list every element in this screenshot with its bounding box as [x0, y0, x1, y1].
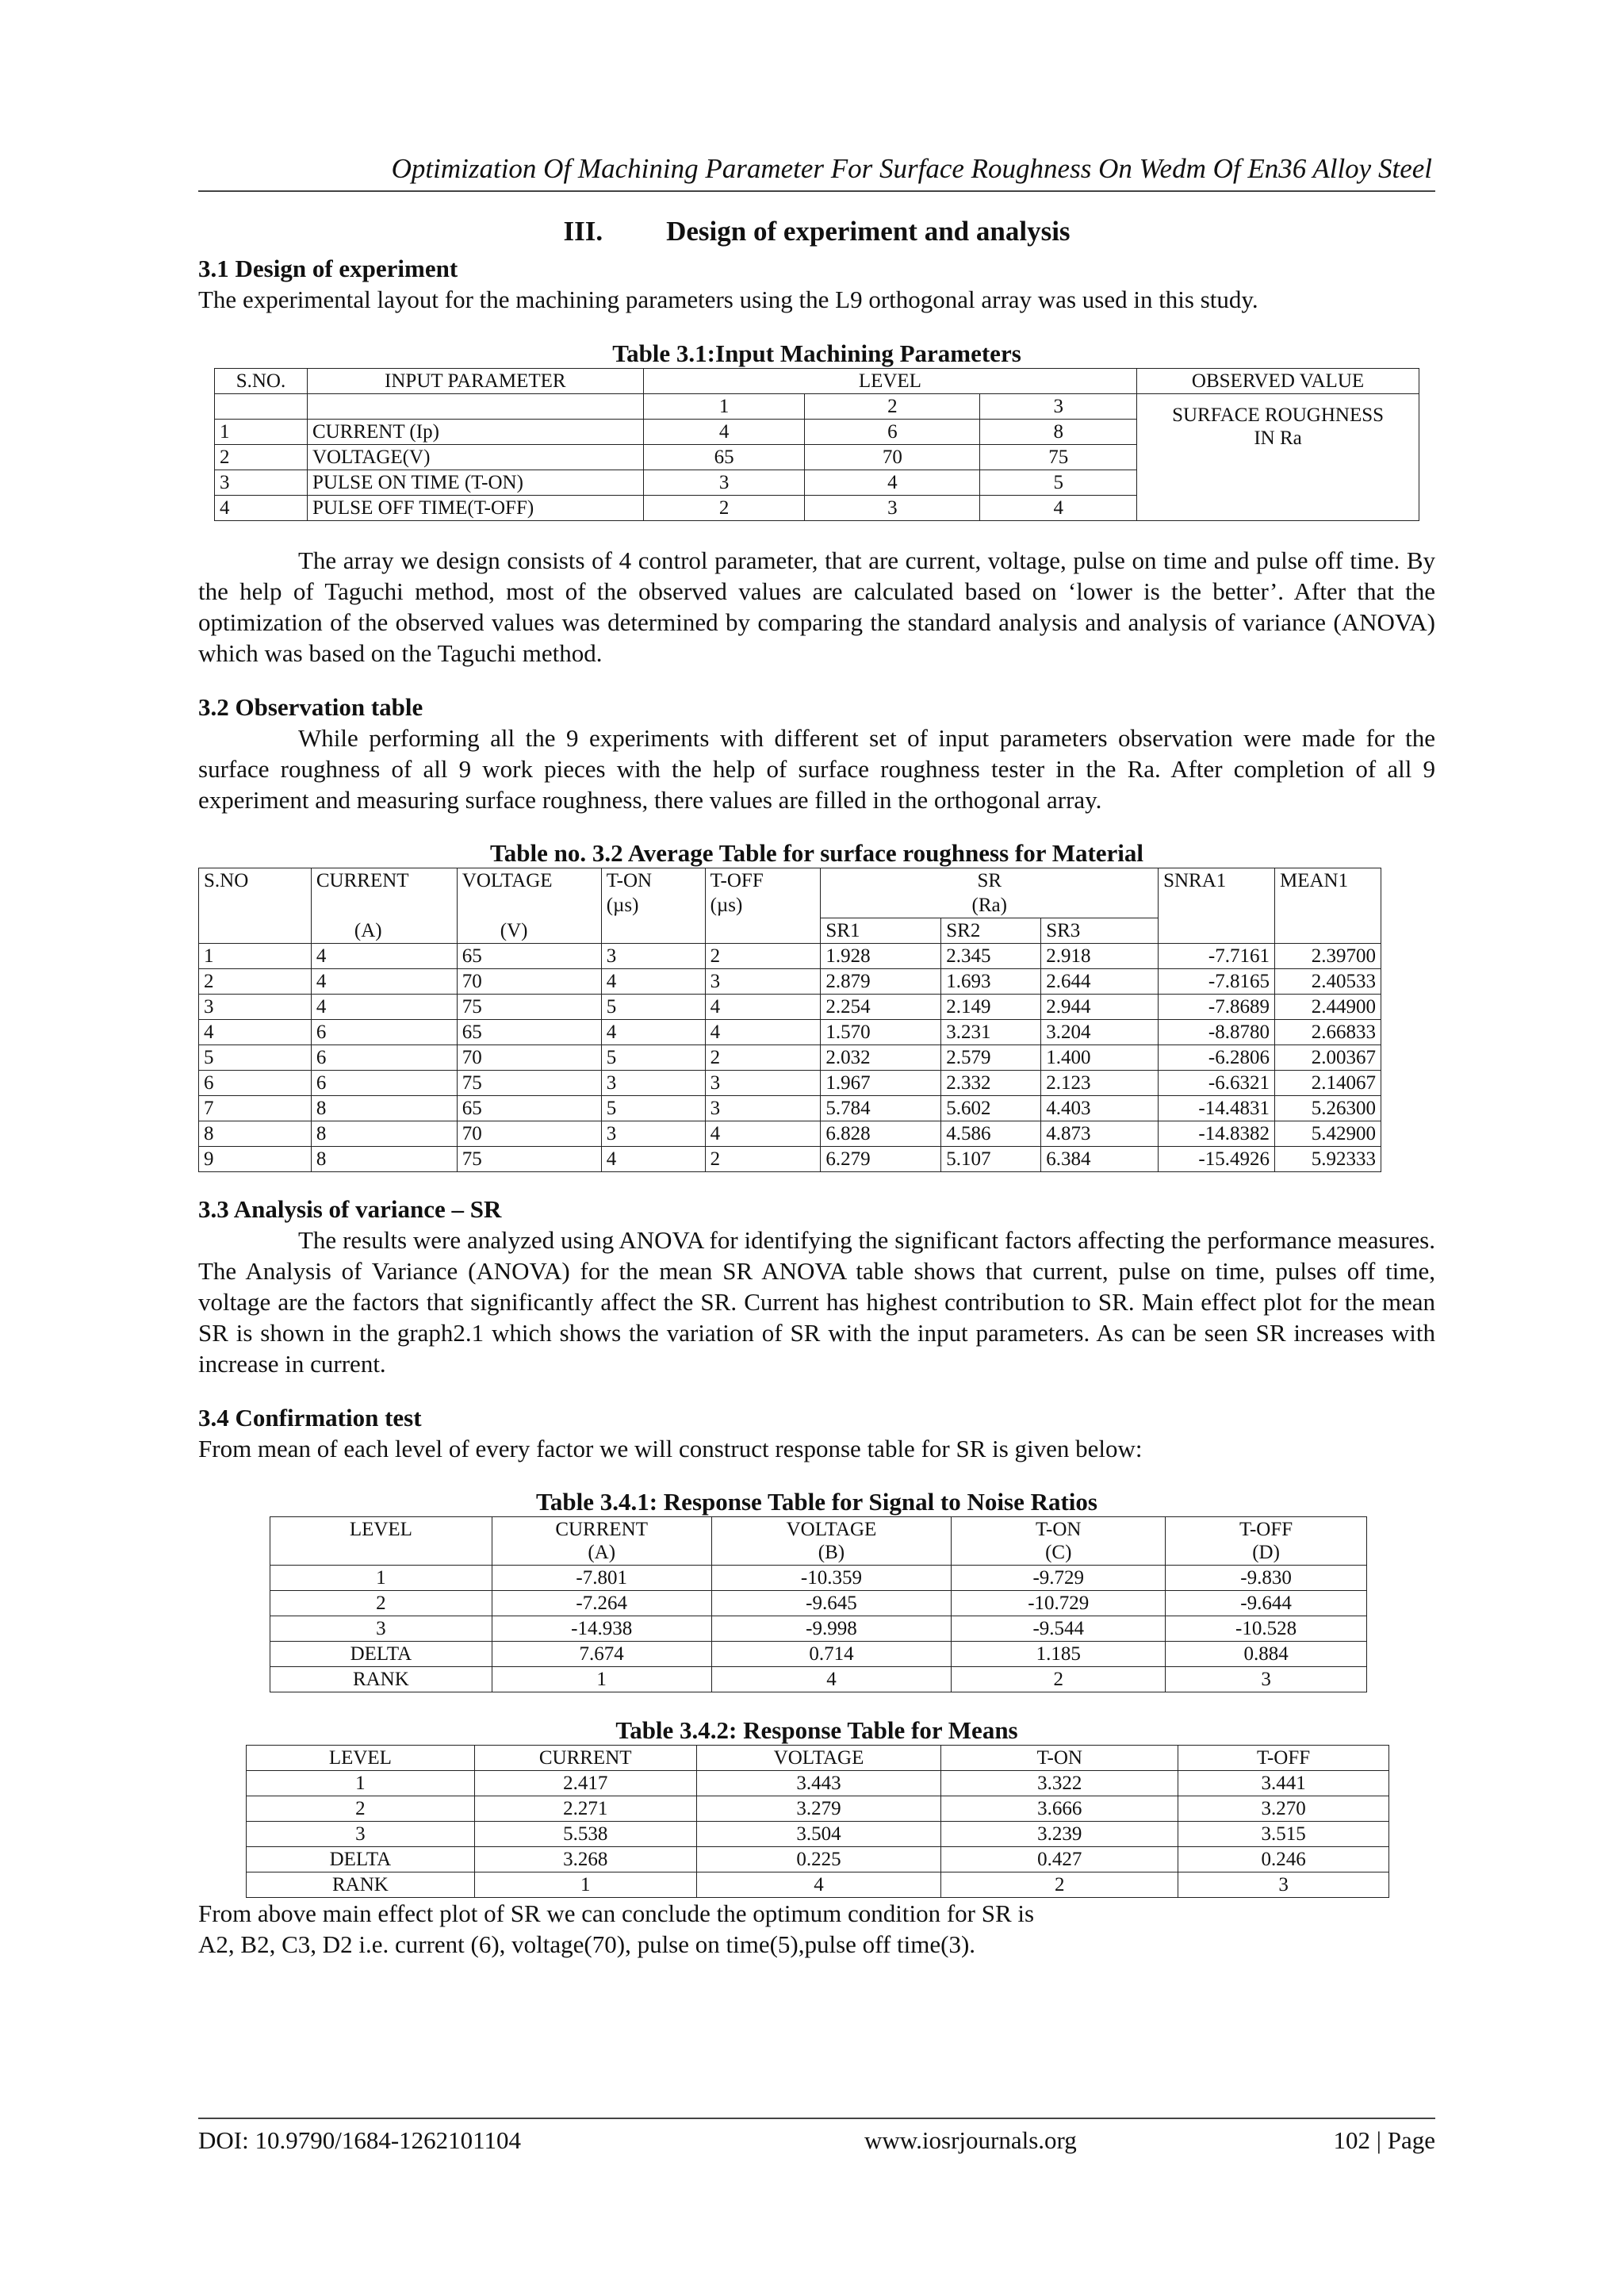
t4-cell: 3.268: [474, 1847, 696, 1872]
t2-header-snra: SNRA1: [1159, 868, 1275, 944]
t2-cell: 70: [457, 1121, 601, 1147]
t2-cell: 5.107: [941, 1147, 1041, 1172]
t4-cell: 3.515: [1178, 1822, 1389, 1847]
table-row: [247, 1771, 1389, 1796]
t4-header-cell: LEVEL: [247, 1746, 475, 1771]
t2-cell: 70: [457, 969, 601, 995]
t2-header-ton-unit: (µs): [601, 893, 705, 918]
t1-cell: 2: [215, 445, 308, 470]
t2-cell: 3: [601, 1121, 705, 1147]
t4-cell: 4: [696, 1872, 941, 1898]
table-3-4-2: [246, 1745, 1389, 1898]
table-row: [270, 1616, 1367, 1642]
t2-cell: 4: [601, 969, 705, 995]
t1-cell: CURRENT (Ip): [307, 420, 643, 445]
t2-empty-cell: [705, 918, 821, 944]
t2-cell: 6.384: [1041, 1147, 1159, 1172]
section-title: Design of experiment and analysis: [666, 216, 1071, 247]
subsection-heading-3-1: 3.1 Design of experiment: [198, 255, 458, 282]
table-row: [270, 1591, 1367, 1616]
t2-cell: 4: [311, 969, 457, 995]
table-3-2: [198, 868, 1381, 1172]
t4-cell: 2.271: [474, 1796, 696, 1822]
t2-cell: 3.231: [941, 1020, 1041, 1045]
t2-cell: 4: [705, 995, 821, 1020]
t1-cell: 2: [643, 496, 805, 521]
t2-cell: 8: [199, 1121, 312, 1147]
t2-cell: 4: [199, 1020, 312, 1045]
table-row: [199, 1121, 1381, 1147]
t2-header-sno: S.NO: [199, 868, 312, 894]
t3-cell: -10.528: [1166, 1616, 1367, 1642]
table-3-2-caption: Table no. 3.2 Average Table for surface roughness for Material: [489, 839, 1144, 867]
t2-cell: -6.6321: [1159, 1071, 1275, 1096]
t2-cell: 6: [311, 1045, 457, 1071]
t4-cell: 5.538: [474, 1822, 696, 1847]
t1-header-level: LEVEL: [643, 369, 1136, 394]
t4-cell: RANK: [247, 1872, 475, 1898]
t3-header-cell: T-ON (C): [952, 1517, 1166, 1566]
t2-empty-cell: [601, 918, 705, 944]
t1-cell: 75: [980, 445, 1137, 470]
t3-cell: -9.998: [711, 1616, 952, 1642]
table-3-4-2-caption: Table 3.4.2: Response Table for Means: [615, 1716, 1018, 1744]
t4-cell: 2.417: [474, 1771, 696, 1796]
t2-cell: 4: [601, 1020, 705, 1045]
t3-header-cell: LEVEL: [270, 1517, 492, 1566]
t1-cell: 5: [980, 470, 1137, 496]
paragraph-array-design: The array we design consists of 4 control parameter, that are current, voltage, pulse on time and pulse off time. By the help of Taguchi method, most of the observed values are calculated based on ‘lower is the better’. After that the optimization of the observed values was determined by comparing the standard analysis and analysis of variance (ANOVA) which was based on the Taguchi method.: [198, 546, 1435, 667]
t2-cell: 5.784: [821, 1096, 941, 1121]
table-row: [247, 1847, 1389, 1872]
t4-body: [247, 1746, 1389, 1898]
t2-cell: 6.279: [821, 1147, 941, 1172]
t1-header-observed: OBSERVED VALUE: [1137, 369, 1419, 394]
subsection-heading-3-3: 3.3 Analysis of variance – SR: [198, 1195, 502, 1223]
t2-cell: 5: [601, 1096, 705, 1121]
t2-cell: 1.967: [821, 1071, 941, 1096]
t2-cell: -8.8780: [1159, 1020, 1275, 1045]
t2-cell: 8: [311, 1121, 457, 1147]
t1-cell: 6: [805, 420, 980, 445]
subsection-heading-3-4: 3.4 Confirmation test: [198, 1404, 422, 1432]
t3-cell: -9.830: [1166, 1566, 1367, 1591]
t2-header-sr3: SR3: [1041, 918, 1159, 944]
t1-cell: 4: [805, 470, 980, 496]
t1-cell: 1: [215, 420, 308, 445]
paragraph-3-1: The experimental layout for the machining parameters using the L9 orthogonal array was used in this study.: [198, 286, 1258, 313]
t1-empty-cell: [215, 394, 308, 420]
t2-header-current-unit: (A): [311, 918, 457, 944]
t1-cell: 3: [643, 470, 805, 496]
paragraph-3-4: From mean of each level of every factor we will construct response table for SR is given below:: [198, 1435, 1143, 1462]
table-row: [199, 1147, 1381, 1172]
t3-cell: 1: [492, 1667, 711, 1692]
t2-cell: 5: [601, 995, 705, 1020]
paragraph-3-2: While performing all the 9 experiments with different set of input parameters observation were made for the surface roughness of all 9 work pieces with the help of surface roughness tester in the Ra. After completion of all 9 experiment and measuring surface roughness, there values are filled in the orthogonal array.: [198, 724, 1435, 814]
t2-header-voltage: VOLTAGE: [457, 868, 601, 894]
running-header: Optimization Of Machining Parameter For Surface Roughness On Wedm Of En36 Alloy Steel: [391, 153, 1432, 184]
t2-cell: 5.602: [941, 1096, 1041, 1121]
t4-cell: 3.666: [941, 1796, 1178, 1822]
t2-cell: 70: [457, 1045, 601, 1071]
t2-cell: 65: [457, 1020, 601, 1045]
t3-header-cell: CURRENT (A): [492, 1517, 711, 1566]
t2-cell: -14.4831: [1159, 1096, 1275, 1121]
section-number: III.: [563, 216, 603, 247]
t2-cell: 65: [457, 944, 601, 969]
t2-body: [199, 944, 1381, 1172]
t3-cell: -9.544: [952, 1616, 1166, 1642]
t2-cell: 2: [705, 1045, 821, 1071]
t2-header-current: CURRENT: [311, 868, 457, 894]
t2-cell: 2.44900: [1274, 995, 1381, 1020]
t2-cell: 2.149: [941, 995, 1041, 1020]
t2-header-toff-unit: (µs): [705, 893, 821, 918]
t2-cell: 1: [199, 944, 312, 969]
t3-header-cell: T-OFF (D): [1166, 1517, 1367, 1566]
t2-cell: 75: [457, 1147, 601, 1172]
t1-cell: PULSE OFF TIME(T-OFF): [307, 496, 643, 521]
t2-cell: 4.873: [1041, 1121, 1159, 1147]
t2-cell: 2.879: [821, 969, 941, 995]
t1-level-1: 1: [643, 394, 805, 420]
table-row: [270, 1642, 1367, 1667]
t3-cell: -7.801: [492, 1566, 711, 1591]
t4-cell: 2: [941, 1872, 1178, 1898]
t1-cell: 4: [215, 496, 308, 521]
t2-cell: 4: [311, 944, 457, 969]
t3-cell: -9.644: [1166, 1591, 1367, 1616]
t4-cell: 3.441: [1178, 1771, 1389, 1796]
t2-cell: 1.928: [821, 944, 941, 969]
table-row: [247, 1796, 1389, 1822]
t2-cell: 2.123: [1041, 1071, 1159, 1096]
t4-header-cell: VOLTAGE: [696, 1746, 941, 1771]
t2-header-voltage-unit: (V): [457, 918, 601, 944]
t1-cell: 8: [980, 420, 1137, 445]
t1-cell: 3: [805, 496, 980, 521]
t3-cell: -7.264: [492, 1591, 711, 1616]
t4-cell: 1: [247, 1771, 475, 1796]
t2-cell: 5.92333: [1274, 1147, 1381, 1172]
t4-cell: 3: [1178, 1872, 1389, 1898]
t2-empty-cell: [199, 893, 312, 918]
t4-cell: 3: [247, 1822, 475, 1847]
t2-cell: 2.579: [941, 1045, 1041, 1071]
t2-cell: 4: [601, 1147, 705, 1172]
t3-cell: 7.674: [492, 1642, 711, 1667]
t2-cell: 5.26300: [1274, 1096, 1381, 1121]
table-row: [199, 1071, 1381, 1096]
t4-cell: 3.270: [1178, 1796, 1389, 1822]
t1-cell: 4: [980, 496, 1137, 521]
t2-cell: 4: [705, 1020, 821, 1045]
t4-cell: 0.225: [696, 1847, 941, 1872]
t2-cell: 1.693: [941, 969, 1041, 995]
section-heading: [198, 216, 1435, 247]
table-3-4-1: [270, 1516, 1367, 1692]
t2-cell: -7.7161: [1159, 944, 1275, 969]
t2-empty-cell: [199, 918, 312, 944]
paragraph-3-3: The results were analyzed using ANOVA for identifying the significant factors affecting the performance measures. The Analysis of Variance (ANOVA) for the mean SR ANOVA table shows that current, pulse on time, pulses off time, voltage are the factors that significantly affect the SR. Current has highest contribution to SR. Main effect plot for the mean SR is shown in the graph2.1 which shows the variation of SR with the input parameters. As can be seen SR increases with increase in current.: [198, 1226, 1435, 1378]
t2-cell: 2: [705, 1147, 821, 1172]
table-row: [199, 969, 1381, 995]
t2-cell: 2.40533: [1274, 969, 1381, 995]
t1-empty-cell: [307, 394, 643, 420]
t4-cell: 3.279: [696, 1796, 941, 1822]
table-row: [199, 1045, 1381, 1071]
table-row: [270, 1566, 1367, 1591]
t2-cell: -6.2806: [1159, 1045, 1275, 1071]
t4-cell: DELTA: [247, 1847, 475, 1872]
t3-cell: 2: [270, 1591, 492, 1616]
t1-level-3: 3: [980, 394, 1137, 420]
t2-header-sr2: SR2: [941, 918, 1041, 944]
t2-cell: 8: [311, 1096, 457, 1121]
t2-cell: -7.8165: [1159, 969, 1275, 995]
t2-cell: 3.204: [1041, 1020, 1159, 1045]
t3-cell: 1: [270, 1566, 492, 1591]
t2-cell: 6.828: [821, 1121, 941, 1147]
t3-cell: 0.714: [711, 1642, 952, 1667]
t2-cell: 2: [705, 944, 821, 969]
table-row: [247, 1872, 1389, 1898]
t4-cell: 0.246: [1178, 1847, 1389, 1872]
t3-cell: 3: [270, 1616, 492, 1642]
t2-cell: 2.944: [1041, 995, 1159, 1020]
t2-cell: 9: [199, 1147, 312, 1172]
footer-rule: [198, 2118, 1435, 2119]
t4-cell: 2: [247, 1796, 475, 1822]
t2-cell: 7: [199, 1096, 312, 1121]
t2-cell: 4: [311, 995, 457, 1020]
t2-header-mean: MEAN1: [1274, 868, 1381, 944]
t2-cell: 2.66833: [1274, 1020, 1381, 1045]
t4-header-cell: T-OFF: [1178, 1746, 1389, 1771]
t2-header-sr1: SR1: [821, 918, 941, 944]
footer-page-number: 102 | Page: [1333, 2126, 1435, 2154]
t3-cell: -9.645: [711, 1591, 952, 1616]
table-3-1-caption: Table 3.1:Input Machining Parameters: [612, 339, 1021, 367]
t1-cell: 65: [643, 445, 805, 470]
t2-cell: 6: [199, 1071, 312, 1096]
t2-cell: 2.644: [1041, 969, 1159, 995]
t2-cell: 6: [311, 1071, 457, 1096]
t3-header-cell: VOLTAGE (B): [711, 1517, 952, 1566]
t2-cell: -7.8689: [1159, 995, 1275, 1020]
table-3-1: [214, 368, 1419, 521]
t2-cell: 4: [705, 1121, 821, 1147]
t1-cell: 70: [805, 445, 980, 470]
table-header-row: [247, 1746, 1389, 1771]
t3-cell: -9.729: [952, 1566, 1166, 1591]
t2-cell: 2.918: [1041, 944, 1159, 969]
t3-cell: 3: [1166, 1667, 1367, 1692]
t4-cell: 1: [474, 1872, 696, 1898]
t2-cell: 2.14067: [1274, 1071, 1381, 1096]
t2-cell: 5: [199, 1045, 312, 1071]
table-row: [199, 995, 1381, 1020]
t2-cell: 8: [311, 1147, 457, 1172]
table-row: [270, 1667, 1367, 1692]
t2-cell: 6: [311, 1020, 457, 1045]
t2-cell: 3: [705, 969, 821, 995]
t1-cell: PULSE ON TIME (T-ON): [307, 470, 643, 496]
header-rule: [198, 190, 1435, 192]
t2-cell: 1.570: [821, 1020, 941, 1045]
footer-doi: DOI: 10.9790/1684-1262101104: [198, 2126, 521, 2154]
conclusion-line-1: From above main effect plot of SR we can conclude the optimum condition for SR is: [198, 1899, 1035, 1927]
page-body: [198, 151, 1435, 1960]
t4-cell: 3.504: [696, 1822, 941, 1847]
t3-cell: -10.359: [711, 1566, 952, 1591]
t3-cell: DELTA: [270, 1642, 492, 1667]
t3-cell: 4: [711, 1667, 952, 1692]
t2-empty-cell: [457, 893, 601, 918]
t2-cell: 5: [601, 1045, 705, 1071]
table-row: [199, 1096, 1381, 1121]
t2-header-sr-unit: (Ra): [821, 893, 1159, 918]
table-row: [199, 1020, 1381, 1045]
t2-cell: 75: [457, 995, 601, 1020]
table-header-row: [270, 1517, 1367, 1566]
t4-header-cell: CURRENT: [474, 1746, 696, 1771]
t3-body: [270, 1517, 1367, 1692]
table-3-4-1-caption: Table 3.4.1: Response Table for Signal to Noise Ratios: [536, 1488, 1097, 1516]
t2-cell: 4.586: [941, 1121, 1041, 1147]
footer-website: www.iosrjournals.org: [864, 2126, 1077, 2154]
t3-cell: 1.185: [952, 1642, 1166, 1667]
t1-header-param: INPUT PARAMETER: [307, 369, 643, 394]
t2-cell: 3: [601, 944, 705, 969]
t1-header-sno: S.NO.: [215, 369, 308, 394]
t2-cell: 2.332: [941, 1071, 1041, 1096]
t3-cell: -14.938: [492, 1616, 711, 1642]
t2-cell: -15.4926: [1159, 1147, 1275, 1172]
t2-cell: 65: [457, 1096, 601, 1121]
t1-cell: 4: [643, 420, 805, 445]
t2-header-toff: T-OFF: [705, 868, 821, 894]
t2-cell: 2.032: [821, 1045, 941, 1071]
conclusion-line-2: A2, B2, C3, D2 i.e. current (6), voltage(70), pulse on time(5),pulse off time(3).: [198, 1930, 976, 1958]
t4-header-cell: T-ON: [941, 1746, 1178, 1771]
t4-cell: 3.322: [941, 1771, 1178, 1796]
table-row: [247, 1822, 1389, 1847]
t3-cell: 0.884: [1166, 1642, 1367, 1667]
t1-level-2: 2: [805, 394, 980, 420]
t2-cell: 3: [601, 1071, 705, 1096]
t2-empty-cell: [311, 893, 457, 918]
t4-cell: 3.239: [941, 1822, 1178, 1847]
t2-cell: 2.39700: [1274, 944, 1381, 969]
t2-cell: 2.254: [821, 995, 941, 1020]
subsection-heading-3-2: 3.2 Observation table: [198, 693, 423, 721]
t3-cell: 2: [952, 1667, 1166, 1692]
t2-cell: 5.42900: [1274, 1121, 1381, 1147]
t2-cell: -14.8382: [1159, 1121, 1275, 1147]
t2-cell: 2: [199, 969, 312, 995]
t3-cell: RANK: [270, 1667, 492, 1692]
t2-cell: 3: [199, 995, 312, 1020]
t2-cell: 1.400: [1041, 1045, 1159, 1071]
t2-cell: 3: [705, 1071, 821, 1096]
t1-cell: 3: [215, 470, 308, 496]
t2-cell: 2.00367: [1274, 1045, 1381, 1071]
t2-cell: 75: [457, 1071, 601, 1096]
table-row: [199, 944, 1381, 969]
t1-cell: VOLTAGE(V): [307, 445, 643, 470]
t3-cell: -10.729: [952, 1591, 1166, 1616]
t2-header-ton: T-ON: [601, 868, 705, 894]
t2-cell: 4.403: [1041, 1096, 1159, 1121]
t2-cell: 2.345: [941, 944, 1041, 969]
t1-observed-value: SURFACE ROUGHNESS IN Ra: [1137, 394, 1419, 521]
t2-cell: 3: [705, 1096, 821, 1121]
t4-cell: 3.443: [696, 1771, 941, 1796]
t2-header-sr: SR: [821, 868, 1159, 894]
t4-cell: 0.427: [941, 1847, 1178, 1872]
